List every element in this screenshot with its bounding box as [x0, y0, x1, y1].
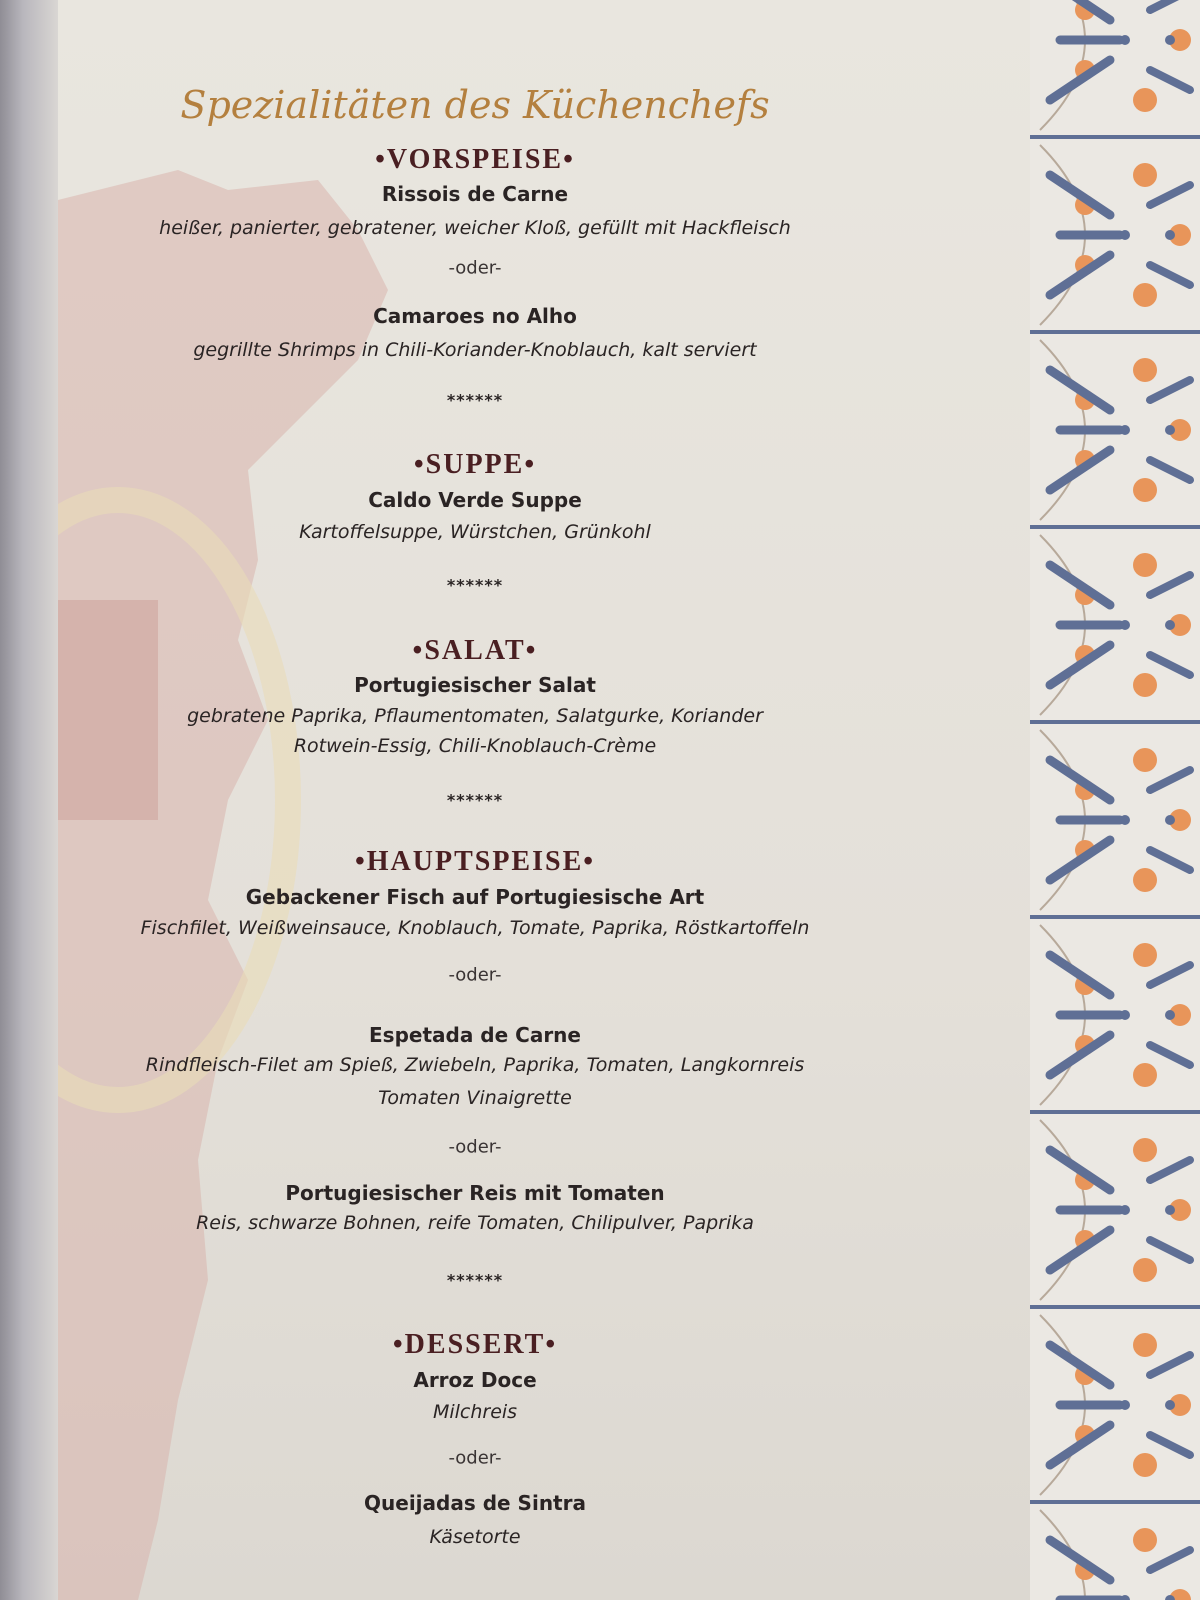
dish-name: Queijadas de Sintra: [364, 1491, 586, 1515]
section-divider: ******: [446, 790, 504, 810]
or-separator: -oder-: [448, 964, 502, 986]
course-heading: •SUPPE•: [413, 449, 537, 480]
menu-title: Spezialitäten des Küchenchefs: [180, 83, 770, 127]
dish-description: Tomaten Vinaigrette: [378, 1087, 572, 1109]
decorative-tile-border: [1030, 0, 1200, 1600]
section-divider: ******: [446, 1270, 504, 1290]
or-separator: -oder-: [448, 1136, 502, 1158]
or-separator: -oder-: [448, 1447, 502, 1469]
dish-name: Portugiesischer Salat: [354, 673, 596, 697]
dish-description: Rotwein-Essig, Chili-Knoblauch-Crème: [293, 735, 657, 757]
dish-description: gegrillte Shrimps in Chili-Koriander-Knoblauch, kalt serviert: [193, 339, 757, 361]
course-heading: •SALAT•: [412, 635, 538, 666]
dish-name: Gebackener Fisch auf Portugiesische Art: [245, 885, 705, 909]
section-divider: ******: [446, 390, 504, 410]
dish-name: Camaroes no Alho: [373, 304, 577, 328]
dish-name: Arroz Doce: [413, 1368, 537, 1392]
dish-name: Rissois de Carne: [381, 182, 569, 206]
book-spine: [0, 0, 58, 1600]
dish-description: Reis, schwarze Bohnen, reife Tomaten, Chilipulver, Paprika: [196, 1212, 754, 1234]
dish-description: Fischfilet, Weißweinsauce, Knoblauch, Tomate, Paprika, Röstkartoffeln: [140, 917, 810, 939]
course-heading: •DESSERT•: [392, 1329, 558, 1360]
dish-description: Kartoffelsuppe, Würstchen, Grünkohl: [299, 521, 651, 543]
dish-name: Caldo Verde Suppe: [368, 488, 582, 512]
or-separator: -oder-: [448, 257, 502, 279]
dish-description: gebratene Paprika, Pflaumentomaten, Salatgurke, Koriander: [187, 705, 763, 727]
course-heading: •HAUPTSPEISE•: [354, 846, 596, 877]
map-watermark: [58, 0, 1058, 1600]
dish-description: Rindfleisch-Filet am Spieß, Zwiebeln, Paprika, Tomaten, Langkornreis: [145, 1054, 805, 1076]
course-heading: •VORSPEISE•: [375, 144, 575, 175]
dish-name: Espetada de Carne: [369, 1023, 581, 1047]
dish-name: Portugiesischer Reis mit Tomaten: [285, 1181, 665, 1205]
dish-description: Milchreis: [432, 1401, 518, 1423]
dish-description: heißer, panierter, gebratener, weicher Kloß, gefüllt mit Hackfleisch: [159, 217, 791, 239]
section-divider: ******: [446, 575, 504, 595]
dish-description: Käsetorte: [429, 1526, 521, 1548]
menu-page: [58, 0, 1058, 1600]
